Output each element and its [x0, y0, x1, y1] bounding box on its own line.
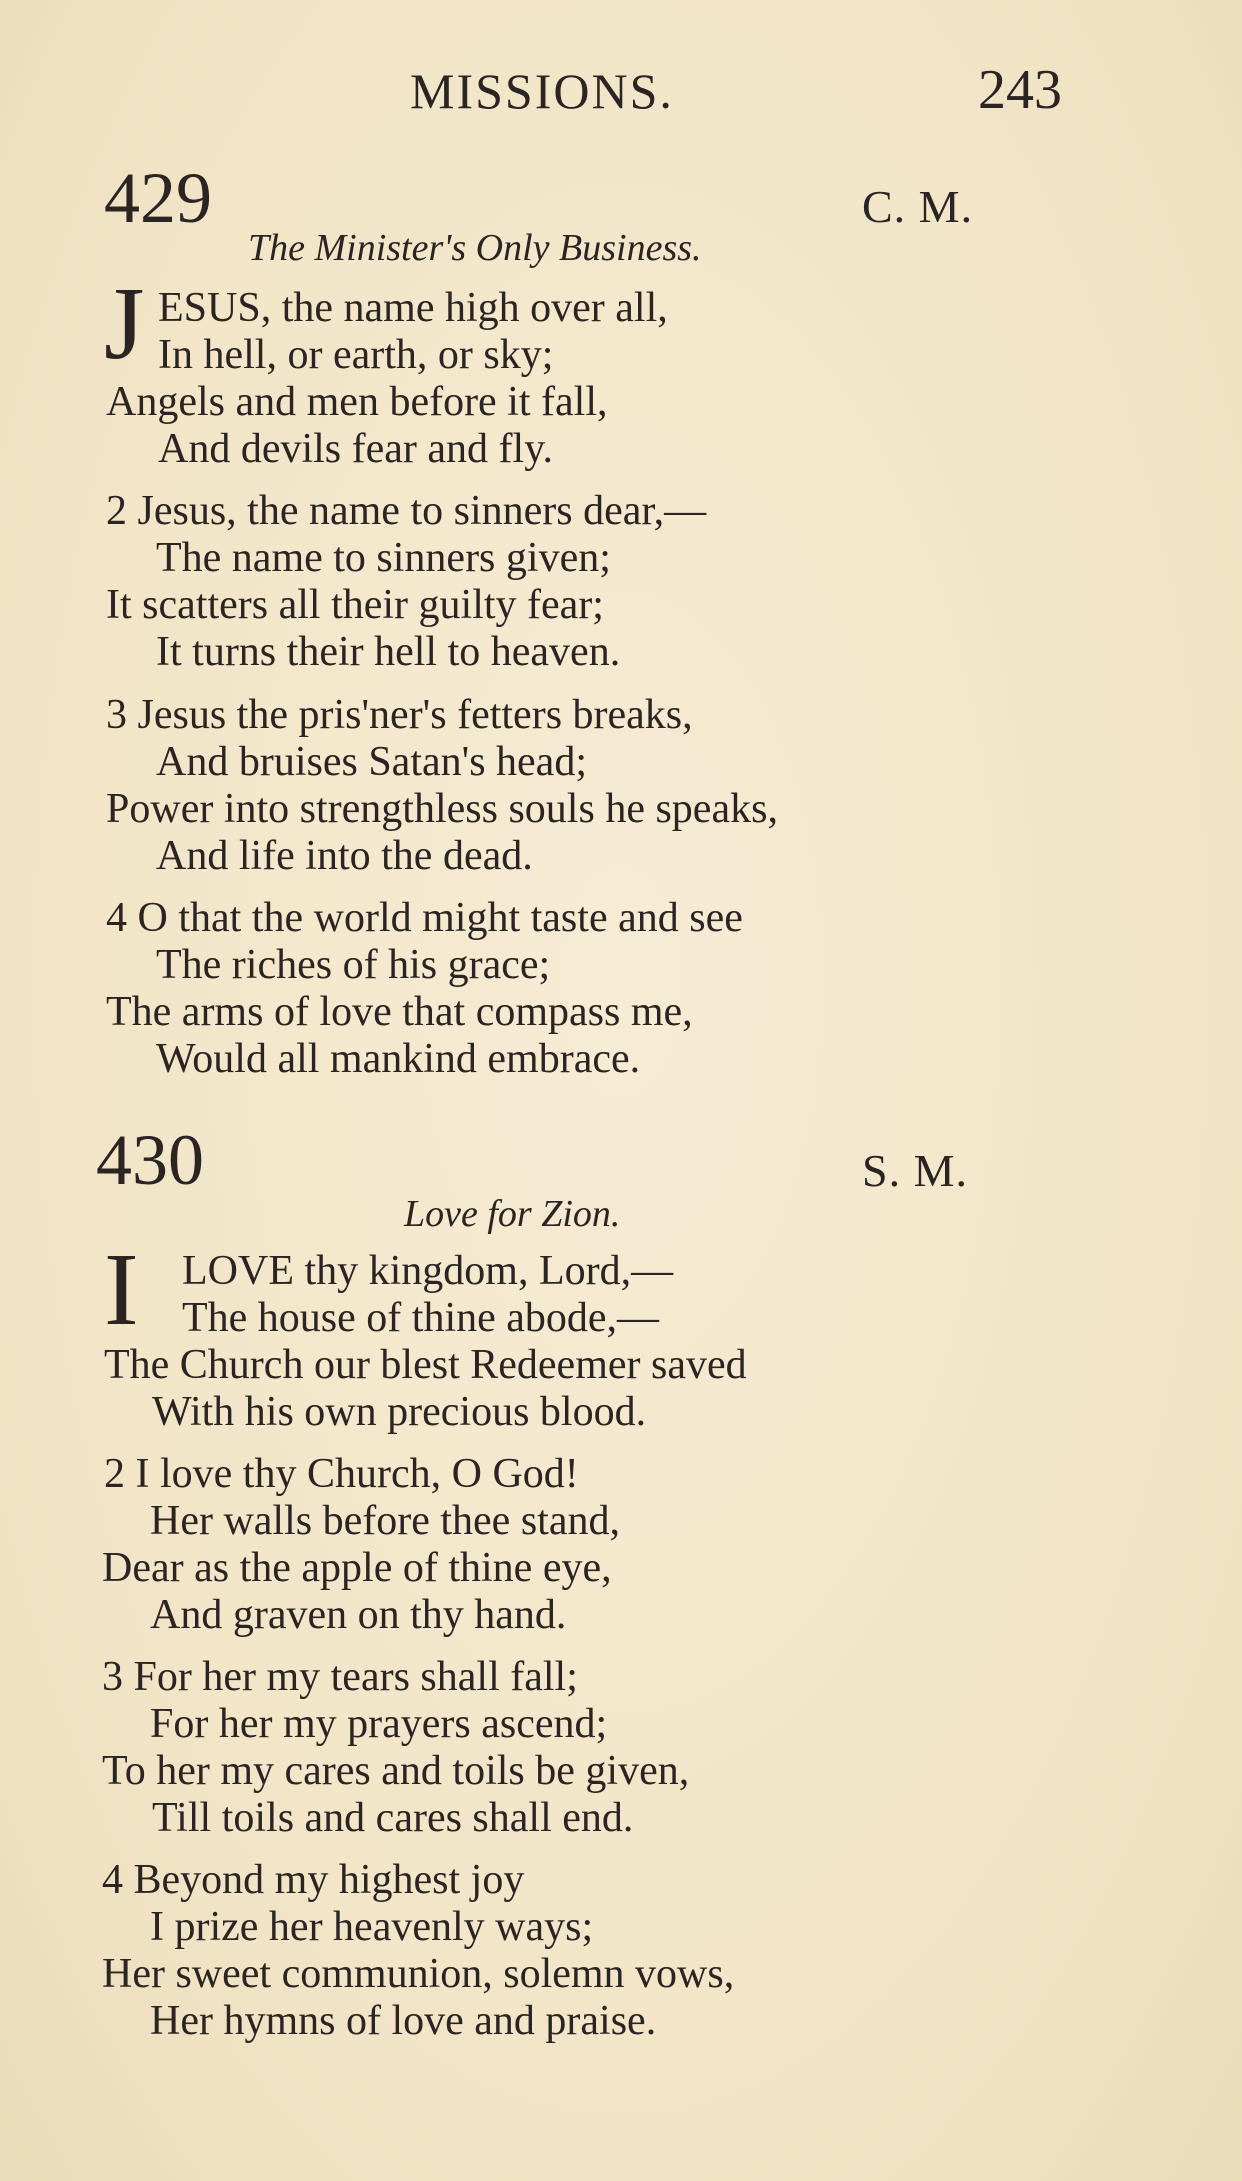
verse-line: 4 Beyond my highest joy — [102, 1857, 525, 1903]
verse-line: To her my cares and toils be given, — [102, 1748, 690, 1794]
hymn-title: Love for Zion. — [404, 1193, 621, 1235]
verse-line: LOVE thy kingdom, Lord,— — [182, 1248, 674, 1294]
verse-line: The house of thine abode,— — [182, 1295, 660, 1341]
hymn-number: 430 — [96, 1120, 204, 1200]
verse-line: It turns their hell to heaven. — [156, 629, 621, 675]
drop-cap: I — [104, 1232, 139, 1347]
hymn-number: 429 — [104, 158, 212, 238]
verse-line: The arms of love that compass me, — [106, 989, 693, 1035]
verse-line: The riches of his grace; — [156, 942, 551, 988]
verse-line: In hell, or earth, or sky; — [158, 332, 554, 378]
verse-line: And graven on thy hand. — [150, 1592, 567, 1638]
verse-line: Would all mankind embrace. — [156, 1036, 641, 1082]
verse-line: Dear as the apple of thine eye, — [102, 1545, 612, 1591]
verse-line: 2 Jesus, the name to sinners dear,— — [106, 488, 707, 534]
verse-line: And devils fear and fly. — [158, 426, 553, 472]
verse-line: I prize her heavenly ways; — [150, 1904, 594, 1950]
verse-line: The Church our blest Redeemer saved — [104, 1342, 747, 1388]
verse-line: Power into strengthless souls he speaks, — [106, 786, 778, 832]
verse-line: ESUS, the name high over all, — [158, 285, 668, 331]
verse-line: Her walls before thee stand, — [150, 1498, 620, 1544]
verse-line: Her sweet communion, solemn vows, — [102, 1951, 735, 1997]
verse-line: 3 For her my tears shall fall; — [102, 1654, 578, 1700]
running-title: MISSIONS. — [410, 63, 674, 119]
verse-line: It scatters all their guilty fear; — [106, 582, 604, 628]
verse-line: Angels and men before it fall, — [106, 379, 608, 425]
hymn-title: The Minister's Only Business. — [248, 227, 702, 269]
verse-line: Till toils and cares shall end. — [152, 1795, 634, 1841]
verse-line: And bruises Satan's head; — [156, 739, 587, 785]
verse-line: And life into the dead. — [156, 833, 533, 879]
verse-line: For her my prayers ascend; — [150, 1701, 608, 1747]
verse-line: With his own precious blood. — [152, 1389, 647, 1435]
verse-line: Her hymns of love and praise. — [150, 1998, 657, 2044]
drop-cap: J — [104, 266, 145, 381]
verse-line: 4 O that the world might taste and see — [106, 895, 743, 941]
hymn-meter: C. M. — [862, 181, 974, 232]
verse-line: 3 Jesus the pris'ner's fetters breaks, — [106, 692, 693, 738]
verse-line: 2 I love thy Church, O God! — [104, 1451, 579, 1497]
page-number: 243 — [978, 59, 1062, 121]
hymn-meter: S. M. — [862, 1145, 968, 1196]
page-header — [0, 59, 1242, 132]
verse-line: The name to sinners given; — [156, 535, 611, 581]
